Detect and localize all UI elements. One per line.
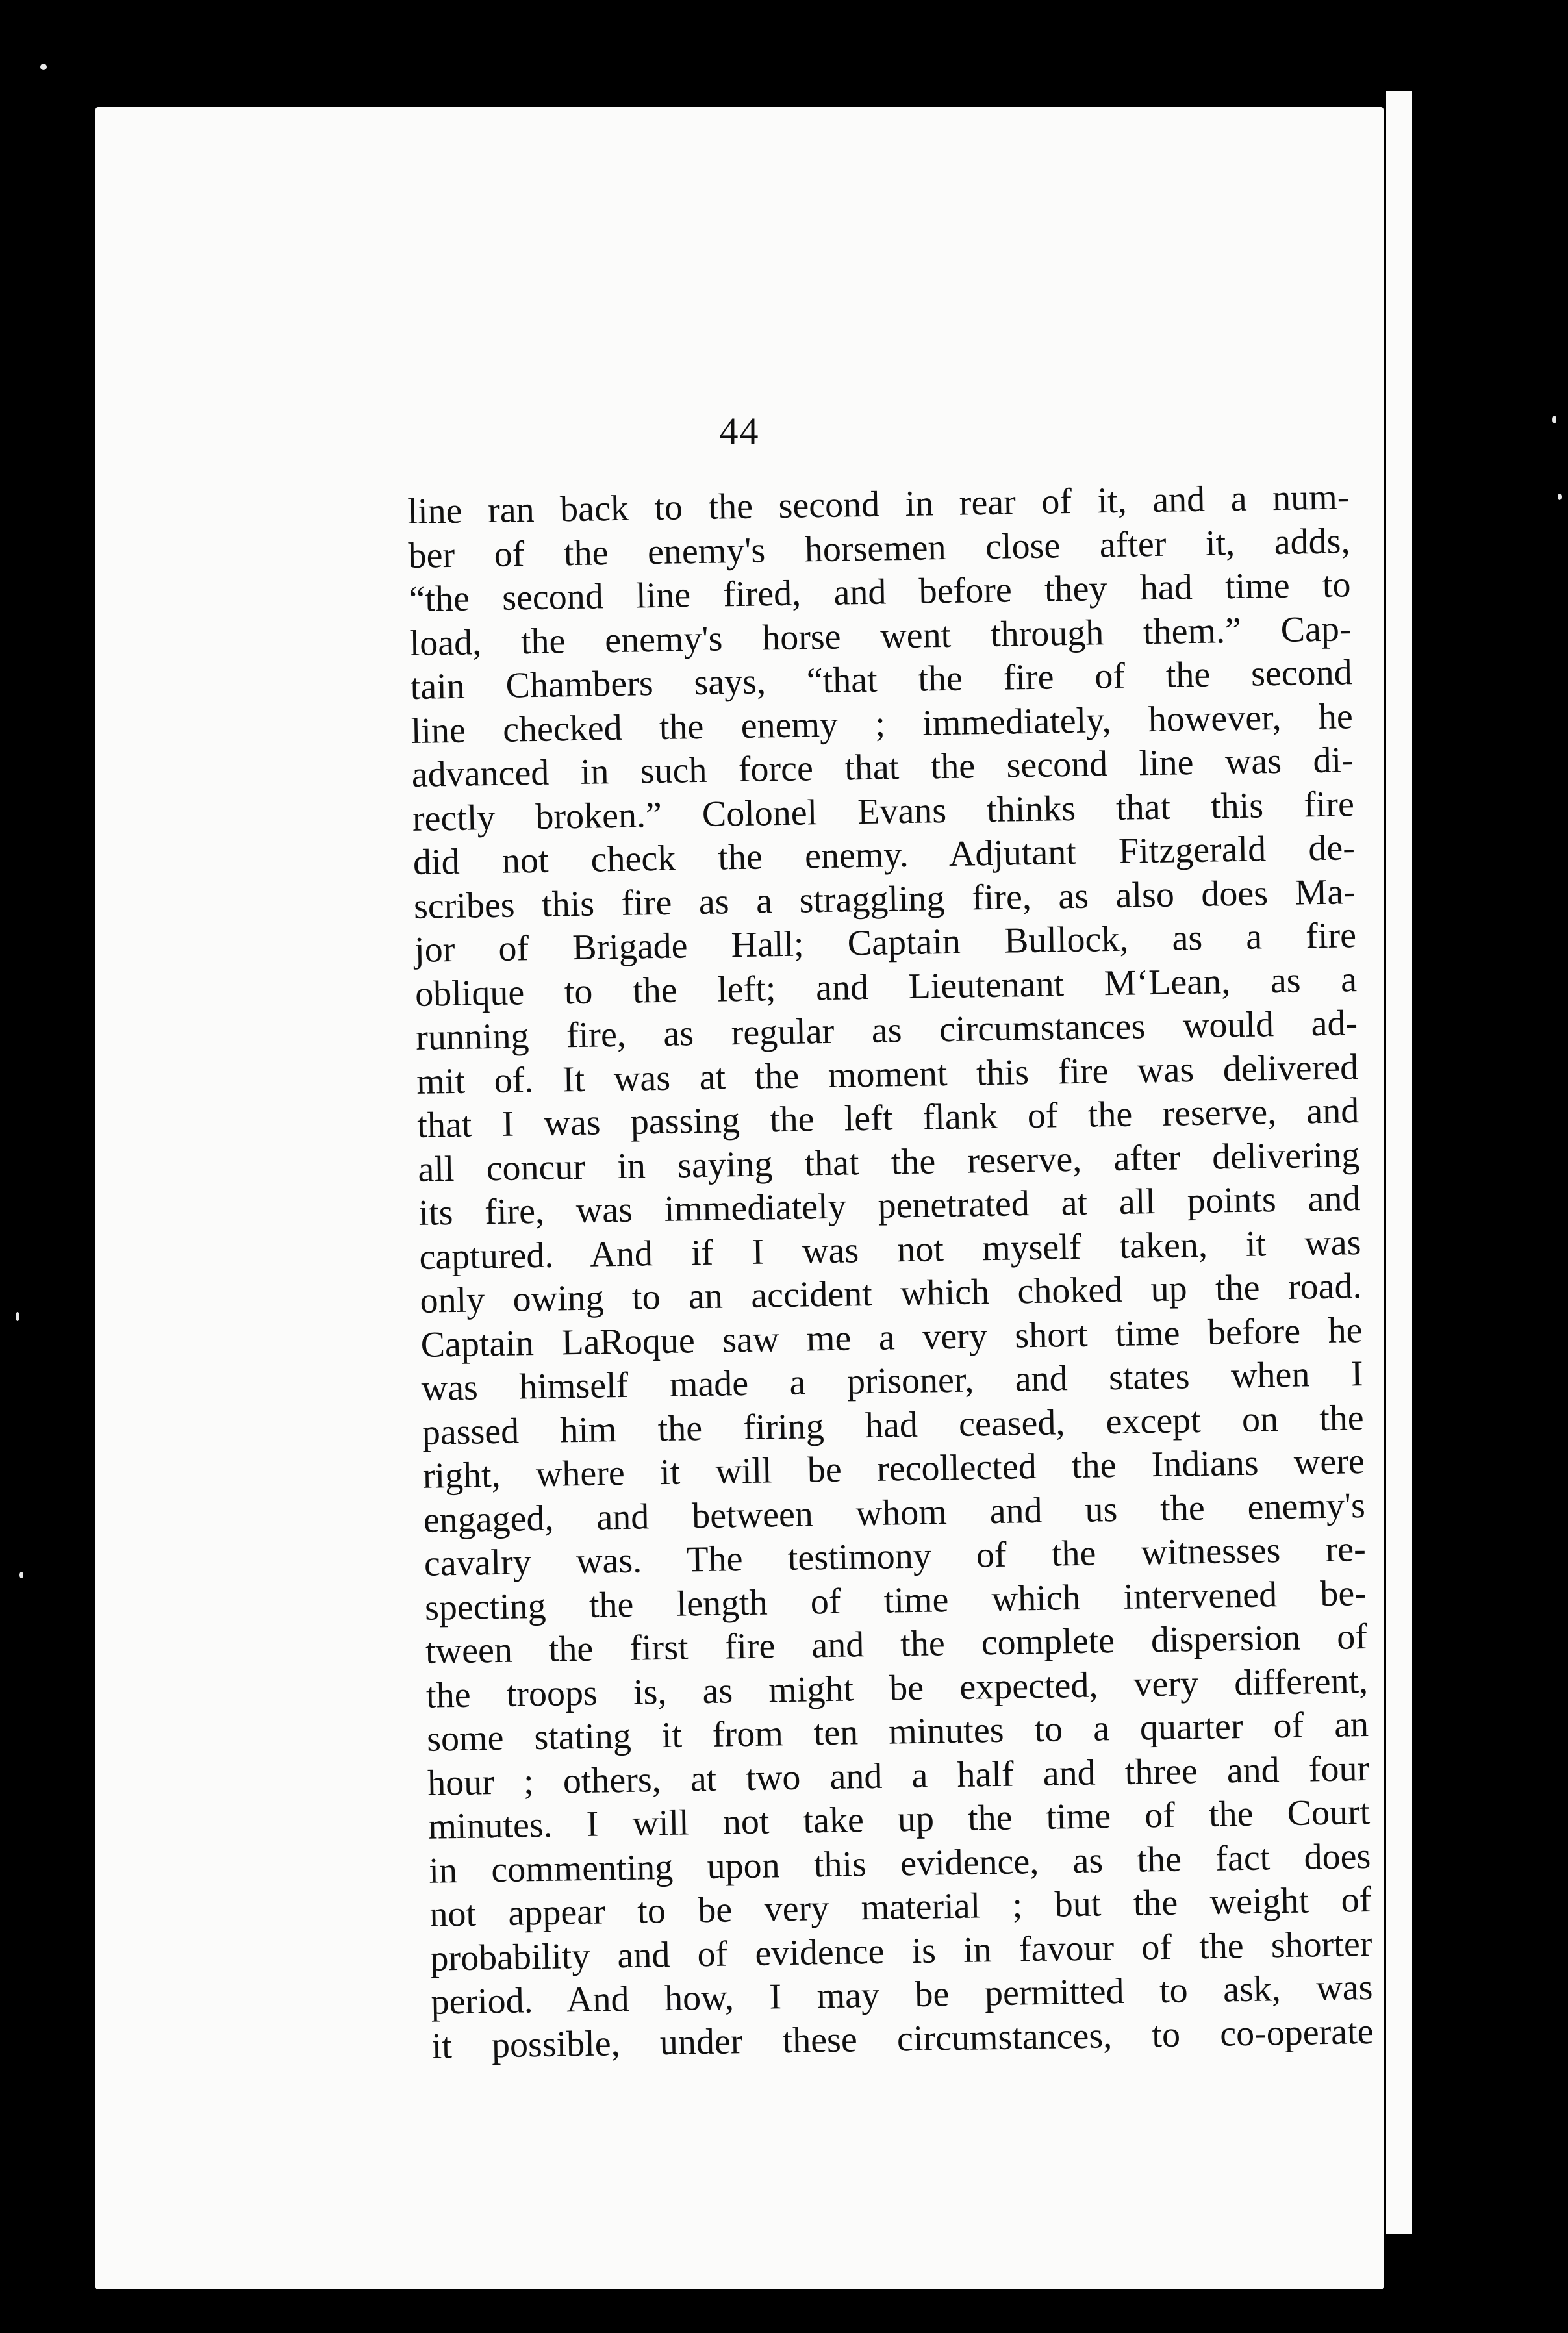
text-line: running fire, as regular as circumstances would ad-: [415, 1003, 1358, 1058]
book-page: [95, 107, 1384, 2289]
text-line: specting the length of time which intervened be-: [424, 1572, 1367, 1628]
text-line: Captain LaRoque saw me a very short time before he: [420, 1309, 1363, 1365]
text-line: hour ; others, at two and a half and three and four: [427, 1748, 1370, 1804]
text-line: not appear to be very material ; but the weight of: [429, 1879, 1372, 1935]
adjacent-page-background: [1423, 84, 1568, 2247]
body-text: [407, 475, 1374, 2068]
text-line: engaged, and between whom and us the enemy's: [423, 1485, 1366, 1541]
text-line: cavalry was. The testimony of the witnesses re-: [424, 1529, 1367, 1584]
text-line: it possible, under these circumstances, to co-operate: [431, 2011, 1374, 2067]
text-line: scribes this fire as a straggling fire, as also does Ma-: [413, 871, 1356, 927]
text-line: mit of. It was at the moment this fire was delivered: [416, 1046, 1359, 1102]
scan-speck: [16, 1312, 19, 1321]
text-line: line checked the enemy ; immediately, however, he: [411, 696, 1354, 751]
text-line: some stating it from ten minutes to a quarter of an: [426, 1704, 1369, 1759]
text-line: the troops is, as might be expected, very different,: [425, 1660, 1369, 1716]
text-line: that I was passing the left flank of the reserve, and: [416, 1091, 1359, 1146]
text-line: in commenting upon this evidence, as the fact does: [428, 1835, 1371, 1891]
text-line: load, the enemy's horse went through them.” Cap-: [409, 608, 1352, 664]
text-line: all concur in saying that the reserve, after delivering: [417, 1134, 1360, 1190]
text-line: minutes. I will not take up the time of the Court: [427, 1791, 1371, 1847]
text-line: ber of the enemy's horsemen close after it, adds,: [408, 520, 1350, 576]
text-line: period. And how, I may be permitted to ask, was: [431, 1967, 1373, 2023]
scan-speck: [40, 64, 47, 70]
scan-speck: [1552, 416, 1556, 423]
text-line: passed him the firing had ceased, except on the: [422, 1397, 1365, 1453]
page-number: 44: [719, 410, 760, 452]
text-line: its fire, was immediately penetrated at all points and: [418, 1178, 1361, 1233]
text-line: “the second line fired, and before they had time to: [409, 564, 1351, 620]
adjacent-page-edge: [1386, 91, 1412, 2234]
scan-speck: [1558, 494, 1562, 500]
text-line: was himself made a prisoner, and states when I: [421, 1354, 1364, 1409]
text-line: did not check the enemy. Adjutant Fitzgerald de-: [412, 827, 1356, 883]
text-line: rectly broken.” Colonel Evans thinks that this fire: [412, 783, 1355, 839]
scan-speck: [19, 1572, 23, 1578]
text-line: advanced in such force that the second line was di-: [411, 740, 1354, 795]
text-line: tain Chambers says, “that the fire of the second: [410, 652, 1353, 707]
text-line: oblique to the left; and Lieutenant M‘Lean, as a: [414, 959, 1358, 1015]
text-line: jor of Brigade Hall; Captain Bullock, as a fire: [414, 915, 1357, 970]
text-line: captured. And if I was not myself taken, it was: [419, 1222, 1361, 1278]
text-line: probability and of evidence is in favour of the shorter: [430, 1923, 1372, 1979]
text-line: line ran back to the second in rear of it, and a num-: [407, 477, 1350, 532]
text-line: right, where it will be recollected the Indians were: [422, 1441, 1365, 1496]
text-line: tween the first fire and the complete dispersion of: [425, 1617, 1368, 1672]
text-line: only owing to an accident which choked up the road.: [420, 1266, 1362, 1321]
